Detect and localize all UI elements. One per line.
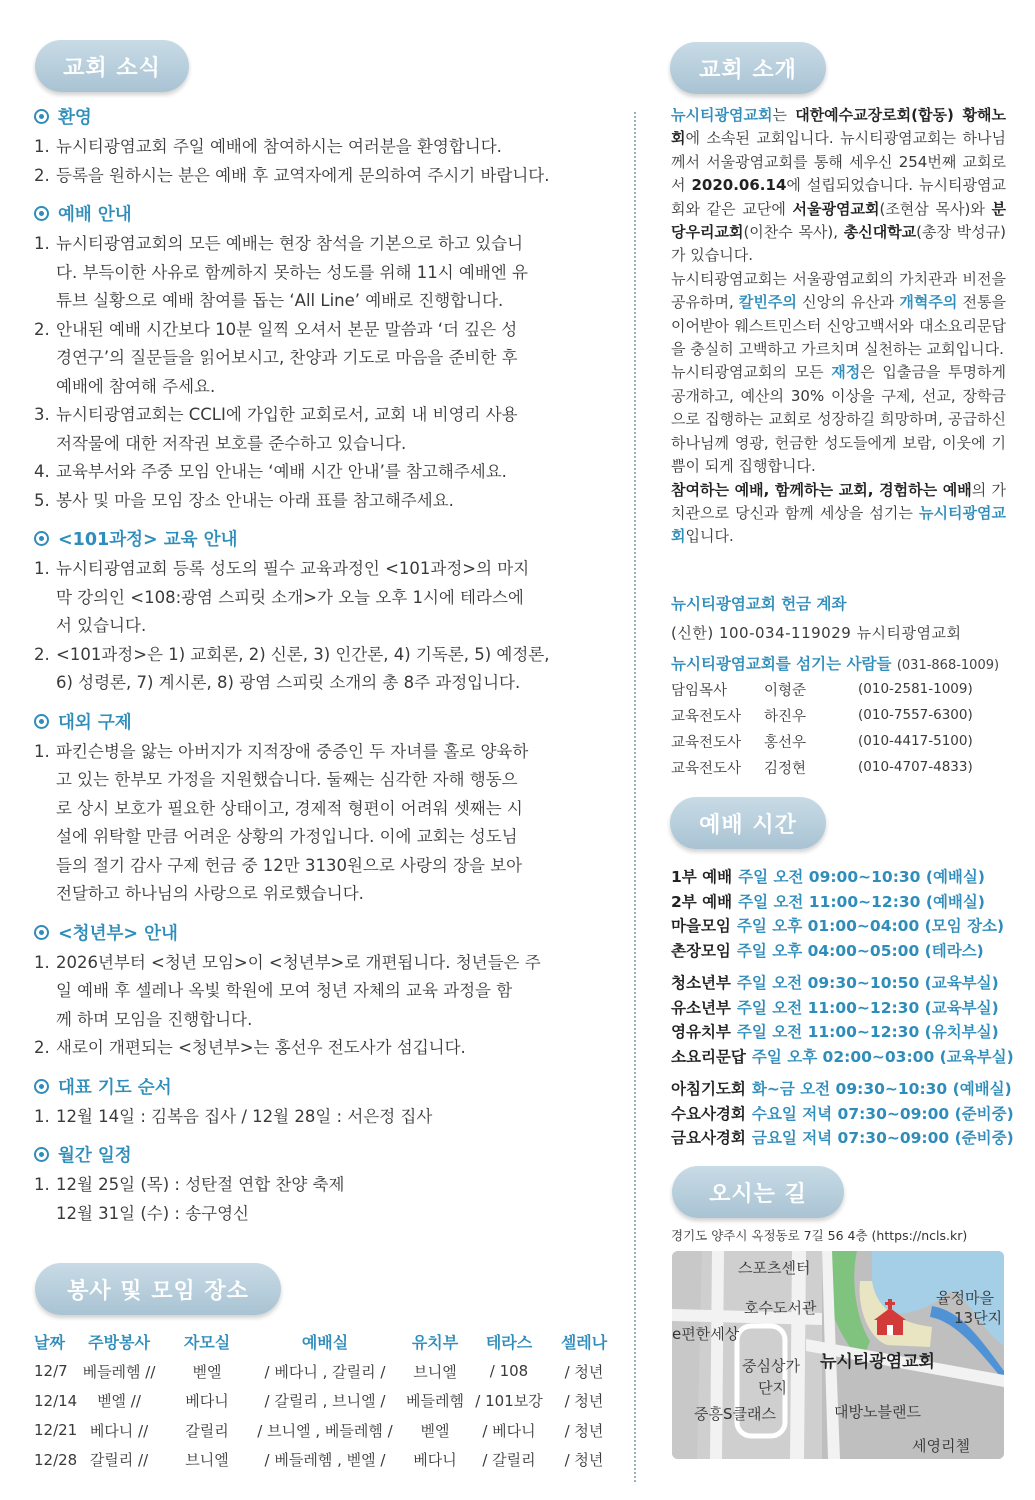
table-cell: 12/28	[34, 1450, 78, 1469]
address: 경기도 양주시 옥정동로 7길 56 4층 (https://ncls.kr)	[671, 1228, 968, 1243]
table-cell: / 청년	[564, 1451, 604, 1470]
list-item: 로 상시 보호가 필요한 상태이고, 경제적 형편이 어려워 셋째는 시	[56, 798, 523, 818]
column-header: 테라스	[485, 1333, 533, 1353]
worship-time-row: 영유치부 주일 오전 11:00~12:30 (유치부실)	[671, 1023, 999, 1042]
list-item: 설에 위탁할 만큼 어려운 상황의 가정입니다. 이에 교회는 성도님	[56, 827, 518, 846]
location-map[interactable]	[672, 1251, 1004, 1459]
column-header: 주방봉사	[88, 1333, 150, 1353]
table-cell: / 브니엘 , 베들레헴 /	[257, 1421, 393, 1440]
list-item: 1. 뉴시티광염교회의 모든 예배는 현장 참석을 기본으로 하고 있습니	[34, 234, 524, 253]
directions-header: 오시는 길	[672, 1166, 844, 1218]
table-row	[34, 1357, 620, 1387]
table-row	[34, 1445, 620, 1475]
list-item: 2. 등록을 원하시는 분은 예배 후 교역자에게 문의하여 주시기 바랍니다.	[34, 165, 550, 185]
list-item: 서 있습니다.	[56, 616, 147, 635]
worship-time-row: 2부 예배 주일 오전 11:00~12:30 (예배실)	[671, 892, 985, 911]
map-label-library: 호수도서관	[744, 1299, 817, 1317]
table-cell: 12/21	[34, 1421, 78, 1440]
section-title: 환영	[34, 104, 614, 129]
list-item: 2. 안내된 예배 시간보다 10분 일찍 오셔서 본문 말씀과 ‘더 깊은 성	[34, 319, 518, 339]
table-cell: / 101보강	[475, 1392, 543, 1411]
table-cell: 베다니	[413, 1451, 457, 1470]
worship-time-row: 소요리문답 주일 오후 02:00~03:00 (교육부실)	[671, 1047, 1014, 1066]
offering-account	[671, 592, 1006, 643]
table-cell: 벧엘	[420, 1421, 450, 1440]
list-item: 2. 새로이 개편되는 <청년부>는 홍선우 전도사가 섬깁니다.	[34, 1038, 466, 1057]
staff-row: 교육전도사 김정현 (010-4707-4833)	[671, 759, 973, 777]
table-cell: 브니엘	[413, 1362, 457, 1381]
table-cell: 12/7	[34, 1362, 68, 1381]
table-row	[34, 1386, 620, 1416]
table-cell: 벧엘 //	[97, 1392, 141, 1411]
worship-time-header: 예배 시간	[670, 797, 826, 849]
worship-time-row: 수요사경회 수요일 저녁 07:30~09:00 (준비중)	[671, 1104, 1014, 1123]
list-item: 고 있는 한부모 가정을 지원했습니다. 둘째는 심각한 자해 행동으	[56, 770, 518, 789]
circle-bullet-icon	[34, 1079, 49, 1094]
table-cell: 12/14	[34, 1391, 78, 1410]
list-item: 저작물에 대한 저작권 보호를 준수하고 있습니다.	[56, 433, 407, 453]
column-header: 유치부	[411, 1333, 459, 1353]
table-cell: / 갈릴리	[482, 1451, 536, 1470]
list-item: 1. 2026년부터 <청년 모임>이 <청년부>로 개편됩니다. 청년들은 주	[34, 952, 541, 972]
table-cell: 벧엘	[192, 1362, 222, 1381]
staff-row: 교육전도사 하진우 (010-7557-6300)	[671, 707, 973, 725]
circle-bullet-icon	[34, 109, 49, 124]
table-cell: / 청년	[564, 1362, 604, 1381]
list-item: 께 하며 모임을 진행합니다.	[56, 1009, 253, 1029]
column-header: 예배실	[301, 1333, 349, 1353]
table-cell: 브니엘	[185, 1451, 229, 1470]
section-title: 대표 기도 순서	[34, 1074, 614, 1099]
column-header: 자모실	[183, 1333, 231, 1353]
worship-time-row: 청소년부 주일 오전 09:30~10:50 (교육부실)	[671, 974, 999, 993]
worship-time-row: 아침기도회 화~금 오전 09:30~10:30 (예배실)	[671, 1080, 1012, 1099]
list-item: 3. 뉴시티광염교회는 CCLI에 가입한 교회로서, 교회 내 비영리 사용	[34, 405, 518, 424]
list-item: 튜브 실황으로 예배 참여를 돕는 ‘All Line’ 예배로 진행합니다.	[56, 291, 504, 310]
table-cell: / 베들레헴 , 벧엘 /	[264, 1451, 386, 1470]
column-divider	[634, 112, 636, 1482]
table-cell: / 청년	[564, 1421, 604, 1440]
table-cell: / 청년	[564, 1392, 604, 1411]
circle-bullet-icon	[34, 1147, 49, 1162]
circle-bullet-icon	[34, 531, 49, 546]
list-item: 5. 봉사 및 마을 모임 장소 안내는 아래 표를 참고해주세요.	[34, 490, 454, 510]
map-label-convenience: e편한세상	[672, 1325, 740, 1343]
list-item: 1. 12월 25일 (목) : 성탄절 연합 찬양 축제	[34, 1175, 345, 1194]
map-label-church: 뉴시티광염교회	[820, 1352, 935, 1372]
table-cell: 베다니	[185, 1392, 229, 1411]
worship-time-row: 마을모임 주일 오후 01:00~04:00 (모임 장소)	[671, 917, 1005, 936]
list-item: 전달하고 하나님의 사랑으로 위로했습니다.	[56, 884, 364, 903]
list-item: 일 예배 후 셀레나 옥빛 학원에 모여 청년 자체의 교육 과정을 함	[56, 981, 513, 1000]
table-cell: 베들레헴 //	[82, 1362, 156, 1381]
worship-time-row: 촌장모임 주일 오후 04:00~05:00 (테라스)	[671, 941, 984, 960]
staff-row: 교육전도사 홍선우 (010-4417-5100)	[671, 733, 973, 751]
list-item: 경연구’의 질문들을 읽어보시고, 찬양과 기도로 마음을 준비한 후	[56, 348, 518, 367]
table-cell: / 갈릴리 , 브니엘 /	[264, 1392, 386, 1411]
map-label-jungheung: 중흥S클래스	[694, 1405, 776, 1423]
table-cell: / 베다니	[482, 1421, 536, 1440]
map-label-center: 중심상가	[742, 1357, 800, 1375]
worship-times	[671, 864, 1014, 1150]
staff-title: 뉴시티광염교회를 섬기는 사람들 (031-868-1009)	[671, 655, 1000, 673]
list-item: 4. 교육부서와 주중 모임 안내는 ‘예배 시간 안내’를 참고해주세요.	[34, 462, 507, 481]
list-item: 1. 12월 14일 : 김복음 집사 / 12월 28일 : 서은정 집사	[34, 1106, 433, 1126]
service-table	[34, 1327, 620, 1475]
staff-row: 담임목사 이형준 (010-2581-1009)	[671, 681, 973, 699]
list-item: 12월 31일 (수) : 송구영신	[56, 1203, 249, 1223]
section-title: 예배 안내	[34, 201, 614, 226]
list-item: 들의 절기 감사 구제 헌금 중 12만 3130원으로 사랑의 장을 보아	[56, 855, 523, 875]
map-label-center2: 단지	[758, 1379, 787, 1397]
circle-bullet-icon	[34, 925, 49, 940]
table-header	[34, 1327, 620, 1357]
section-title: 월간 일정	[34, 1142, 614, 1167]
news-section	[34, 104, 614, 1228]
list-item: 1. 파킨슨병을 앓는 아버지가 지적장애 중증인 두 자녀를 홀로 양육하	[34, 741, 529, 761]
list-item: 막 강의인 <108:광염 스피릿 소개>가 오늘 오후 1시에 테라스에	[56, 587, 524, 607]
list-item: 6) 성령론, 7) 계시론, 8) 광염 스피릿 소개의 총 8주 과정입니다.	[56, 673, 521, 692]
section-title: <101과정> 교육 안내	[34, 526, 614, 551]
list-item: 다. 부득이한 사유로 함께하지 못하는 성도를 위해 11시 예배엔 유	[56, 262, 528, 282]
list-item: 2. <101과정>은 1) 교회론, 2) 신론, 3) 인간론, 4) 기독론, 5) 예정론,	[34, 644, 550, 664]
news-header: 교회 소식	[35, 40, 189, 92]
list-item: 예배에 참여해 주세요.	[56, 376, 216, 396]
account-number: (신한) 100-034-119029 뉴시티광염교회	[671, 624, 962, 642]
staff-list	[671, 652, 1006, 780]
table-cell: 갈릴리	[185, 1421, 229, 1440]
map-label-okjeong2: 13단지	[954, 1309, 1003, 1327]
circle-bullet-icon	[34, 714, 49, 729]
table-cell: 베들레헴	[406, 1392, 464, 1411]
section-title: <청년부> 안내	[34, 920, 614, 945]
table-cell: 베다니 //	[89, 1421, 149, 1440]
section-title: 대외 구제	[34, 709, 614, 734]
worship-time-row: 유소년부 주일 오전 11:00~12:30 (교육부실)	[671, 998, 999, 1017]
table-cell: / 베다니 , 갈릴리 /	[264, 1362, 386, 1381]
worship-time-row: 1부 예배 주일 오전 09:00~10:30 (예배실)	[671, 868, 985, 887]
list-item: 1. 뉴시티광염교회 주일 예배에 참여하시는 여러분을 환영합니다.	[34, 137, 502, 156]
service-places-header: 봉사 및 모임 장소	[35, 1263, 281, 1315]
church-intro: 뉴시티광염교회는 대한예수교장로회(합동) 황해노회에 소속된 교회입니다. 뉴시티광염교회는 하나님께서 서울광염교회를 통해 세우신 254번째 교회로서 2020.06.14에 설립되었습니다. 뉴시티광염교회와 같은 교단에 서울광염교회(조현삼 목사)와 분당우리교회(이찬수 목사), 총신대학교(총장 박성규)가 있습니다. 뉴시티광염교회는 서울광염교회의 가치관과 비전을 공유하며, 칼빈주의 신앙의 유산과 개혁주의 전통을 이어받아 웨스트민스터 신앙고백서와 대소요리문답을 충실히 고백하고 가르치며 실천하는 교회입니다. 뉴시티광염교회의 모든 재정은 입출금을 투명하게 공개하고, 예산의 30% 이상을 구제, 선교, 장학금으로 집행하는 교회로 성장하길 희망하며, 공급하신 하나님께 영광, 헌금한 성도들에게 보람, 이웃에 기쁨이 되게 집행합니다. 참여하는 예배, 함께하는 교회, 경험하는 예배의 가치관으로 당신과 함께 세상을 섬기는 뉴시티광염교회입니다.	[671, 106, 1006, 546]
column-header: 날짜	[34, 1333, 65, 1353]
intro-header: 교회 소개	[670, 42, 826, 94]
column-header: 셀레나	[560, 1333, 608, 1353]
account-title: 뉴시티광염교회 헌금 계좌	[671, 595, 847, 613]
circle-bullet-icon	[34, 206, 49, 221]
worship-time-row: 금요사경회 금요일 저녁 07:30~09:00 (준비중)	[671, 1129, 1014, 1148]
list-item: 1. 뉴시티광염교회 등록 성도의 필수 교육과정인 <101과정>의 마지	[34, 559, 530, 578]
map-label-okjeong: 율정마을	[936, 1289, 994, 1307]
table-cell: 갈릴리 //	[89, 1451, 149, 1470]
table-row	[34, 1416, 620, 1446]
map-label-daebang: 대방노블랜드	[834, 1403, 921, 1421]
table-cell: / 108	[489, 1362, 529, 1381]
map-label-seyoung: 세영리첼	[912, 1437, 970, 1455]
map-label-sports: 스포츠센터	[738, 1259, 811, 1277]
